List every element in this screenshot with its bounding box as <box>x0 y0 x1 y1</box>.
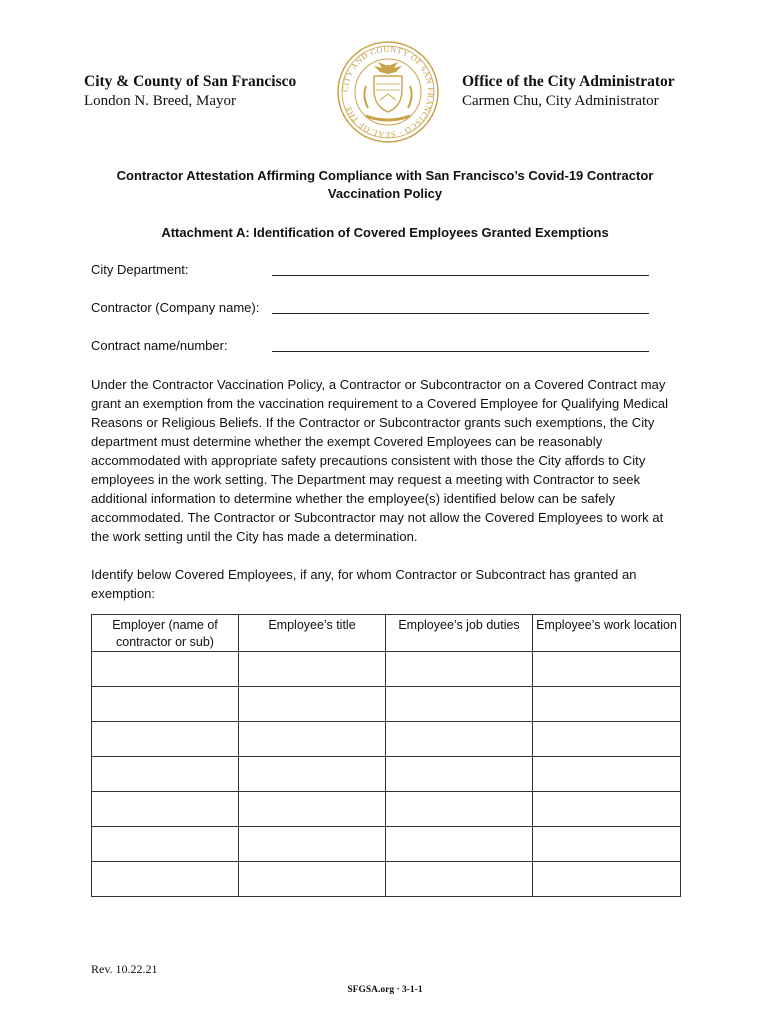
table-cell[interactable] <box>533 827 681 862</box>
table-cell[interactable] <box>239 827 386 862</box>
header-employer: Employer (name of contractor or sub) <box>92 615 239 652</box>
table-cell[interactable] <box>239 757 386 792</box>
header-employee-title: Employee’s title <box>239 615 386 652</box>
city-seal-logo <box>336 40 440 144</box>
table-header-row <box>92 615 681 652</box>
identify-paragraph: Identify below Covered Employees, if any, for whom Contractor or Subcontract has granted an exemption: <box>91 567 637 601</box>
contract-number-label: Contract name/number: <box>91 338 228 353</box>
table-cell[interactable] <box>239 652 386 687</box>
city-department-field[interactable] <box>272 275 649 276</box>
exempt-employees-table <box>91 614 681 897</box>
table-cell[interactable] <box>533 757 681 792</box>
table-cell[interactable] <box>92 722 239 757</box>
seal-text: CITY AND COUNTY OF SAN FRANCISCO · SEAL OF THE <box>340 44 436 140</box>
administrator-name: Carmen Chu, City Administrator <box>462 93 659 109</box>
table-row <box>92 792 681 827</box>
contract-number-field[interactable] <box>272 351 649 352</box>
attachment-title: Attachment A: Identification of Covered Employees Granted Exemptions <box>161 225 609 240</box>
table-cell[interactable] <box>92 827 239 862</box>
table-row <box>92 687 681 722</box>
table-cell[interactable] <box>533 862 681 897</box>
table-cell[interactable] <box>92 792 239 827</box>
city-department-label: City Department: <box>91 262 189 277</box>
title-line-2: Vaccination Policy <box>327 186 443 201</box>
table-cell[interactable] <box>386 862 533 897</box>
document-title <box>90 167 680 203</box>
title-line-1: Contractor Attestation Affirming Compliance with San Francisco’s Covid-19 Contractor <box>116 168 654 183</box>
table-cell[interactable] <box>92 862 239 897</box>
table-cell[interactable] <box>386 792 533 827</box>
table-cell[interactable] <box>239 722 386 757</box>
table-cell[interactable] <box>239 862 386 897</box>
mayor-name: London N. Breed, Mayor <box>84 93 237 109</box>
table-row <box>92 722 681 757</box>
header-left <box>84 72 324 111</box>
table-row <box>92 652 681 687</box>
header-right <box>462 72 702 111</box>
office-title: Office of the City Administrator <box>462 73 675 90</box>
table-cell[interactable] <box>92 652 239 687</box>
city-county-title: City & County of San Francisco <box>84 73 297 90</box>
table-cell[interactable] <box>533 652 681 687</box>
table-cell[interactable] <box>386 757 533 792</box>
table-cell[interactable] <box>92 687 239 722</box>
header-job-duties: Employee’s job duties <box>386 615 533 652</box>
table-cell[interactable] <box>386 652 533 687</box>
table-cell[interactable] <box>92 757 239 792</box>
table-row <box>92 862 681 897</box>
table-row <box>92 827 681 862</box>
contractor-company-label: Contractor (Company name): <box>91 300 260 315</box>
revision-date: Rev. 10.22.21 <box>91 962 158 976</box>
policy-paragraph: Under the Contractor Vaccination Policy, a Contractor or Subcontractor on a Covered Contract may grant an exemption from the vaccination requirement to a Covered Employee for Qualifying Medical Reasons or Religious Beliefs. If the Contractor or Subcontractor grants such exemptions, the City department must determine whether the exempt Covered Employees can be reasonably accommodated with appropriate safety precautions consistent with those the City affords to City employees in the work setting. The Department may request a meeting with Contractor to seek additional information to determine whether the employee(s) identified below can be safely accommodated. The Contractor or Subcontractor may not allow the Covered Employees to work at the work setting until the City has made a determination. <box>91 377 669 544</box>
table-cell[interactable] <box>386 722 533 757</box>
table-row <box>92 757 681 792</box>
table-cell[interactable] <box>533 792 681 827</box>
header-work-location: Employee’s work location <box>533 615 681 652</box>
footer-website: SFGSA.org · 3-1-1 <box>347 985 423 995</box>
table-cell[interactable] <box>533 722 681 757</box>
table-cell[interactable] <box>239 687 386 722</box>
table-cell[interactable] <box>533 687 681 722</box>
table-cell[interactable] <box>386 687 533 722</box>
contractor-company-field[interactable] <box>272 313 649 314</box>
table-cell[interactable] <box>386 827 533 862</box>
table-cell[interactable] <box>239 792 386 827</box>
